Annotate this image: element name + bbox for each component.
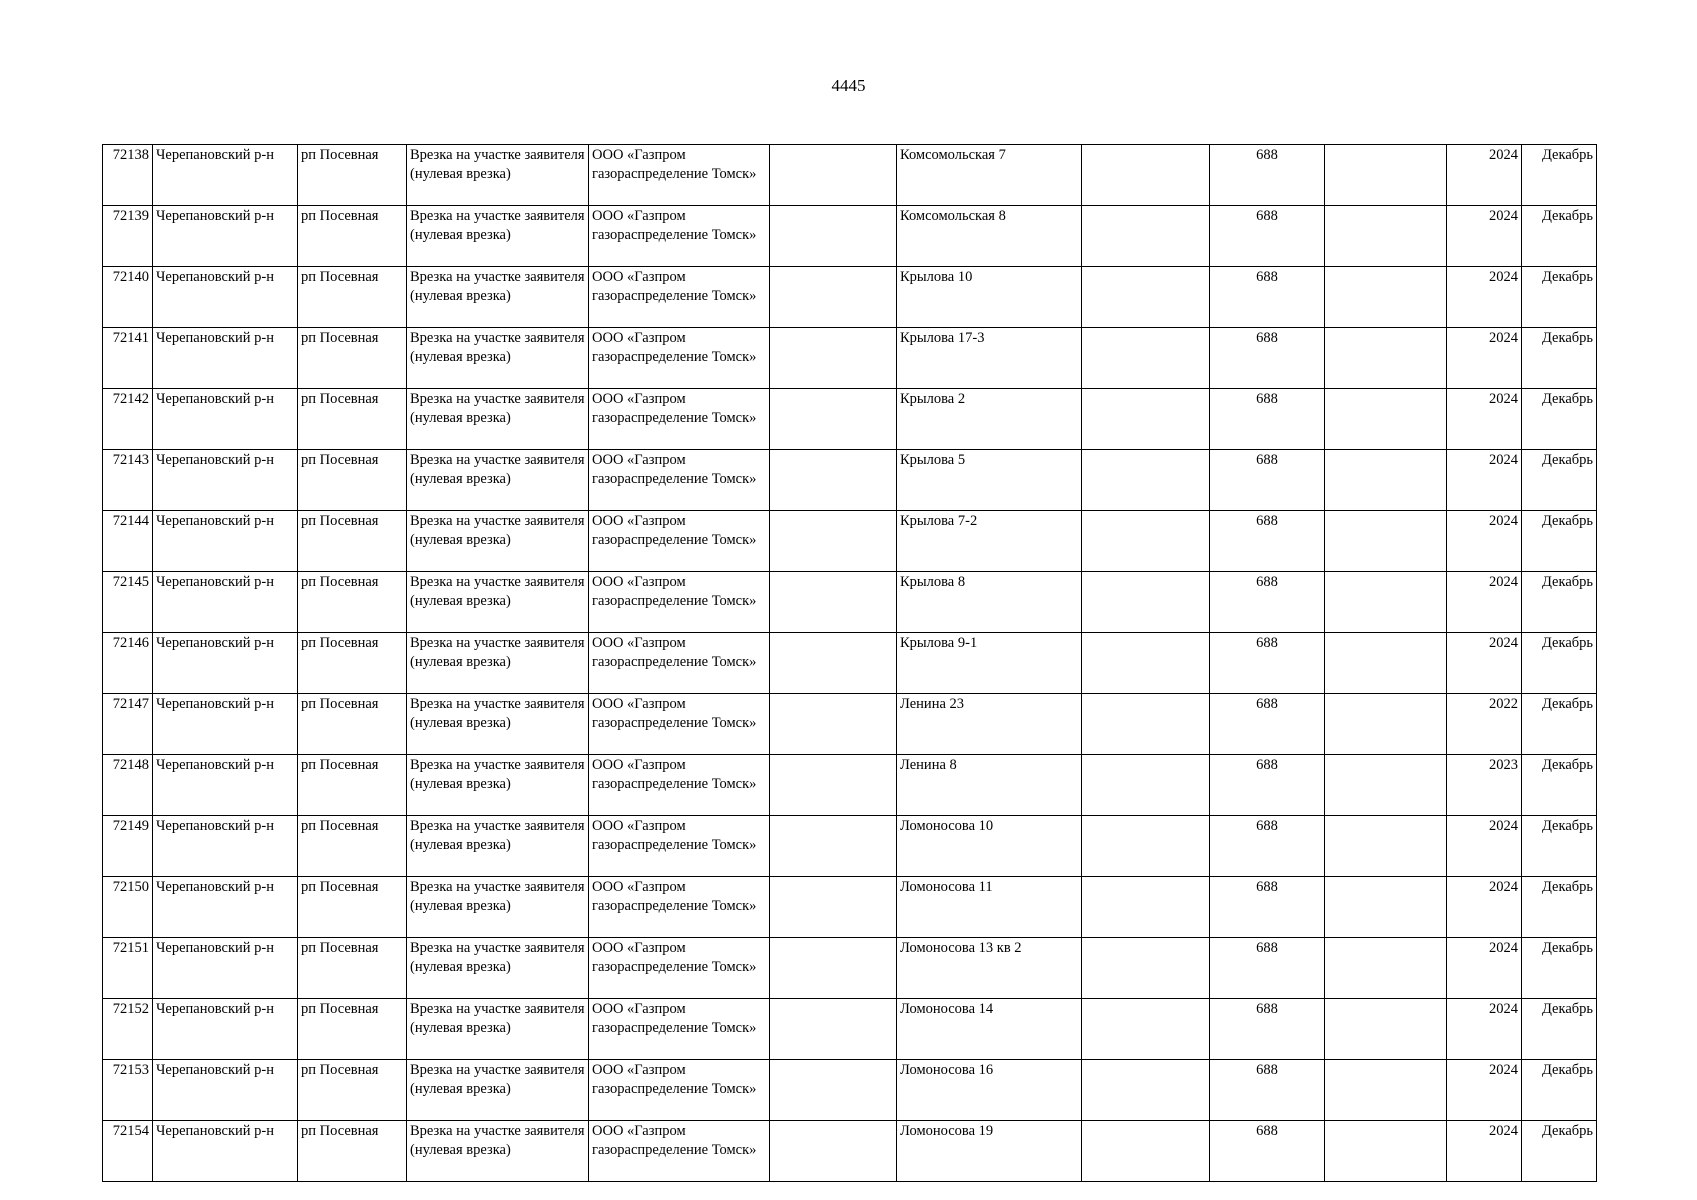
organization-cell: ООО «Газпром газораспределение Томск» <box>589 328 770 389</box>
year-cell: 2024 <box>1447 145 1522 206</box>
value-cell: 688 <box>1210 999 1325 1060</box>
row-number: 72151 <box>103 938 153 999</box>
value-cell: 688 <box>1210 1121 1325 1182</box>
value-cell: 688 <box>1210 633 1325 694</box>
work-type-cell: Врезка на участке заявителя (нулевая врезка) <box>407 1121 589 1182</box>
empty-cell <box>1082 572 1210 633</box>
work-type-cell: Врезка на участке заявителя (нулевая врезка) <box>407 511 589 572</box>
value-cell: 688 <box>1210 511 1325 572</box>
empty-cell <box>1325 389 1447 450</box>
address-cell: Ломоносова 13 кв 2 <box>897 938 1082 999</box>
address-cell: Крылова 7-2 <box>897 511 1082 572</box>
settlement-cell: рп Посевная <box>298 206 407 267</box>
settlement-cell: рп Посевная <box>298 389 407 450</box>
empty-cell <box>770 572 897 633</box>
organization-cell: ООО «Газпром газораспределение Томск» <box>589 145 770 206</box>
row-number: 72149 <box>103 816 153 877</box>
empty-cell <box>770 1121 897 1182</box>
empty-cell <box>1082 633 1210 694</box>
year-cell: 2024 <box>1447 938 1522 999</box>
empty-cell <box>1082 999 1210 1060</box>
work-type-cell: Врезка на участке заявителя (нулевая врезка) <box>407 328 589 389</box>
year-cell: 2024 <box>1447 450 1522 511</box>
year-cell: 2022 <box>1447 694 1522 755</box>
work-type-cell: Врезка на участке заявителя (нулевая врезка) <box>407 877 589 938</box>
address-cell: Комсомольская 7 <box>897 145 1082 206</box>
district-cell: Черепановский р-н <box>153 877 298 938</box>
value-cell: 688 <box>1210 816 1325 877</box>
month-cell: Декабрь <box>1522 755 1597 816</box>
row-number: 72153 <box>103 1060 153 1121</box>
row-number: 72146 <box>103 633 153 694</box>
address-cell: Крылова 5 <box>897 450 1082 511</box>
row-number: 72144 <box>103 511 153 572</box>
district-cell: Черепановский р-н <box>153 145 298 206</box>
address-cell: Крылова 2 <box>897 389 1082 450</box>
empty-cell <box>1082 206 1210 267</box>
table-row <box>103 816 1597 877</box>
value-cell: 688 <box>1210 755 1325 816</box>
year-cell: 2024 <box>1447 206 1522 267</box>
month-cell: Декабрь <box>1522 145 1597 206</box>
row-number: 72143 <box>103 450 153 511</box>
address-cell: Ломоносова 10 <box>897 816 1082 877</box>
month-cell: Декабрь <box>1522 389 1597 450</box>
empty-cell <box>770 877 897 938</box>
empty-cell <box>1325 206 1447 267</box>
settlement-cell: рп Посевная <box>298 755 407 816</box>
year-cell: 2024 <box>1447 328 1522 389</box>
settlement-cell: рп Посевная <box>298 694 407 755</box>
row-number: 72139 <box>103 206 153 267</box>
row-number: 72138 <box>103 145 153 206</box>
table-row <box>103 389 1597 450</box>
month-cell: Декабрь <box>1522 511 1597 572</box>
work-type-cell: Врезка на участке заявителя (нулевая врезка) <box>407 999 589 1060</box>
table-row <box>103 999 1597 1060</box>
year-cell: 2024 <box>1447 267 1522 328</box>
row-number: 72150 <box>103 877 153 938</box>
year-cell: 2024 <box>1447 877 1522 938</box>
district-cell: Черепановский р-н <box>153 999 298 1060</box>
organization-cell: ООО «Газпром газораспределение Томск» <box>589 450 770 511</box>
empty-cell <box>1325 877 1447 938</box>
year-cell: 2024 <box>1447 1060 1522 1121</box>
table-row <box>103 206 1597 267</box>
district-cell: Черепановский р-н <box>153 511 298 572</box>
district-cell: Черепановский р-н <box>153 694 298 755</box>
table-row <box>103 328 1597 389</box>
month-cell: Декабрь <box>1522 816 1597 877</box>
settlement-cell: рп Посевная <box>298 1121 407 1182</box>
organization-cell: ООО «Газпром газораспределение Томск» <box>589 267 770 328</box>
year-cell: 2024 <box>1447 511 1522 572</box>
row-number: 72152 <box>103 999 153 1060</box>
year-cell: 2024 <box>1447 1121 1522 1182</box>
year-cell: 2024 <box>1447 633 1522 694</box>
table-row <box>103 755 1597 816</box>
empty-cell <box>1325 816 1447 877</box>
value-cell: 688 <box>1210 206 1325 267</box>
organization-cell: ООО «Газпром газораспределение Томск» <box>589 1121 770 1182</box>
organization-cell: ООО «Газпром газораспределение Томск» <box>589 755 770 816</box>
work-type-cell: Врезка на участке заявителя (нулевая врезка) <box>407 145 589 206</box>
district-cell: Черепановский р-н <box>153 755 298 816</box>
empty-cell <box>1082 145 1210 206</box>
month-cell: Декабрь <box>1522 206 1597 267</box>
empty-cell <box>1082 694 1210 755</box>
address-cell: Ломоносова 14 <box>897 999 1082 1060</box>
month-cell: Декабрь <box>1522 633 1597 694</box>
work-type-cell: Врезка на участке заявителя (нулевая врезка) <box>407 267 589 328</box>
district-cell: Черепановский р-н <box>153 328 298 389</box>
address-cell: Крылова 10 <box>897 267 1082 328</box>
value-cell: 688 <box>1210 267 1325 328</box>
empty-cell <box>1325 328 1447 389</box>
empty-cell <box>770 633 897 694</box>
empty-cell <box>1082 328 1210 389</box>
table-row <box>103 633 1597 694</box>
settlement-cell: рп Посевная <box>298 816 407 877</box>
row-number: 72140 <box>103 267 153 328</box>
year-cell: 2024 <box>1447 572 1522 633</box>
empty-cell <box>1082 511 1210 572</box>
table-row <box>103 511 1597 572</box>
address-cell: Ломоносова 19 <box>897 1121 1082 1182</box>
month-cell: Декабрь <box>1522 572 1597 633</box>
year-cell: 2024 <box>1447 389 1522 450</box>
organization-cell: ООО «Газпром газораспределение Томск» <box>589 511 770 572</box>
district-cell: Черепановский р-н <box>153 1060 298 1121</box>
district-cell: Черепановский р-н <box>153 816 298 877</box>
table-row <box>103 877 1597 938</box>
organization-cell: ООО «Газпром газораспределение Томск» <box>589 633 770 694</box>
organization-cell: ООО «Газпром газораспределение Томск» <box>589 1060 770 1121</box>
empty-cell <box>1082 389 1210 450</box>
organization-cell: ООО «Газпром газораспределение Томск» <box>589 206 770 267</box>
month-cell: Декабрь <box>1522 328 1597 389</box>
empty-cell <box>1082 450 1210 511</box>
settlement-cell: рп Посевная <box>298 267 407 328</box>
year-cell: 2024 <box>1447 816 1522 877</box>
table-row <box>103 694 1597 755</box>
value-cell: 688 <box>1210 1060 1325 1121</box>
year-cell: 2023 <box>1447 755 1522 816</box>
work-type-cell: Врезка на участке заявителя (нулевая врезка) <box>407 1060 589 1121</box>
empty-cell <box>1325 511 1447 572</box>
value-cell: 688 <box>1210 877 1325 938</box>
empty-cell <box>770 206 897 267</box>
empty-cell <box>770 145 897 206</box>
empty-cell <box>1082 267 1210 328</box>
empty-cell <box>770 511 897 572</box>
empty-cell <box>770 999 897 1060</box>
work-type-cell: Врезка на участке заявителя (нулевая врезка) <box>407 206 589 267</box>
work-type-cell: Врезка на участке заявителя (нулевая врезка) <box>407 816 589 877</box>
empty-cell <box>1325 755 1447 816</box>
empty-cell <box>770 816 897 877</box>
district-cell: Черепановский р-н <box>153 206 298 267</box>
empty-cell <box>1325 1121 1447 1182</box>
table-row <box>103 1121 1597 1182</box>
empty-cell <box>770 389 897 450</box>
empty-cell <box>770 328 897 389</box>
settlement-cell: рп Посевная <box>298 633 407 694</box>
organization-cell: ООО «Газпром газораспределение Томск» <box>589 938 770 999</box>
settlement-cell: рп Посевная <box>298 328 407 389</box>
empty-cell <box>1082 1121 1210 1182</box>
month-cell: Декабрь <box>1522 694 1597 755</box>
work-type-cell: Врезка на участке заявителя (нулевая врезка) <box>407 694 589 755</box>
settlement-cell: рп Посевная <box>298 877 407 938</box>
row-number: 72147 <box>103 694 153 755</box>
address-cell: Крылова 17-3 <box>897 328 1082 389</box>
address-cell: Крылова 8 <box>897 572 1082 633</box>
empty-cell <box>770 267 897 328</box>
district-cell: Черепановский р-н <box>153 450 298 511</box>
organization-cell: ООО «Газпром газораспределение Томск» <box>589 816 770 877</box>
empty-cell <box>1082 755 1210 816</box>
address-cell: Крылова 9-1 <box>897 633 1082 694</box>
empty-cell <box>1325 450 1447 511</box>
row-number: 72141 <box>103 328 153 389</box>
row-number: 72145 <box>103 572 153 633</box>
value-cell: 688 <box>1210 328 1325 389</box>
month-cell: Декабрь <box>1522 1060 1597 1121</box>
value-cell: 688 <box>1210 938 1325 999</box>
empty-cell <box>1325 633 1447 694</box>
value-cell: 688 <box>1210 572 1325 633</box>
empty-cell <box>770 938 897 999</box>
district-cell: Черепановский р-н <box>153 572 298 633</box>
settlement-cell: рп Посевная <box>298 511 407 572</box>
settlement-cell: рп Посевная <box>298 145 407 206</box>
table-row <box>103 938 1597 999</box>
table-row <box>103 145 1597 206</box>
empty-cell <box>770 694 897 755</box>
settlement-cell: рп Посевная <box>298 938 407 999</box>
value-cell: 688 <box>1210 694 1325 755</box>
table-row <box>103 267 1597 328</box>
empty-cell <box>1082 938 1210 999</box>
empty-cell <box>1082 1060 1210 1121</box>
settlement-cell: рп Посевная <box>298 450 407 511</box>
address-cell: Ленина 23 <box>897 694 1082 755</box>
organization-cell: ООО «Газпром газораспределение Томск» <box>589 877 770 938</box>
row-number: 72148 <box>103 755 153 816</box>
empty-cell <box>1082 877 1210 938</box>
work-type-cell: Врезка на участке заявителя (нулевая врезка) <box>407 755 589 816</box>
year-cell: 2024 <box>1447 999 1522 1060</box>
work-type-cell: Врезка на участке заявителя (нулевая врезка) <box>407 389 589 450</box>
empty-cell <box>1325 999 1447 1060</box>
work-type-cell: Врезка на участке заявителя (нулевая врезка) <box>407 450 589 511</box>
empty-cell <box>1082 816 1210 877</box>
table-row <box>103 450 1597 511</box>
month-cell: Декабрь <box>1522 938 1597 999</box>
organization-cell: ООО «Газпром газораспределение Томск» <box>589 572 770 633</box>
month-cell: Декабрь <box>1522 1121 1597 1182</box>
empty-cell <box>1325 267 1447 328</box>
value-cell: 688 <box>1210 450 1325 511</box>
district-cell: Черепановский р-н <box>153 938 298 999</box>
address-cell: Ломоносова 11 <box>897 877 1082 938</box>
settlement-cell: рп Посевная <box>298 999 407 1060</box>
empty-cell <box>770 450 897 511</box>
empty-cell <box>1325 694 1447 755</box>
table-row <box>103 1060 1597 1121</box>
registry-table <box>102 144 1597 1182</box>
address-cell: Ломоносова 16 <box>897 1060 1082 1121</box>
empty-cell <box>770 1060 897 1121</box>
month-cell: Декабрь <box>1522 999 1597 1060</box>
settlement-cell: рп Посевная <box>298 1060 407 1121</box>
district-cell: Черепановский р-н <box>153 389 298 450</box>
row-number: 72142 <box>103 389 153 450</box>
empty-cell <box>770 755 897 816</box>
value-cell: 688 <box>1210 145 1325 206</box>
empty-cell <box>1325 938 1447 999</box>
district-cell: Черепановский р-н <box>153 267 298 328</box>
empty-cell <box>1325 145 1447 206</box>
page-number: 4445 <box>831 76 866 95</box>
organization-cell: ООО «Газпром газораспределение Томск» <box>589 999 770 1060</box>
organization-cell: ООО «Газпром газораспределение Томск» <box>589 694 770 755</box>
work-type-cell: Врезка на участке заявителя (нулевая врезка) <box>407 938 589 999</box>
registry-body <box>103 145 1597 1182</box>
empty-cell <box>1325 572 1447 633</box>
work-type-cell: Врезка на участке заявителя (нулевая врезка) <box>407 633 589 694</box>
organization-cell: ООО «Газпром газораспределение Томск» <box>589 389 770 450</box>
table-row <box>103 572 1597 633</box>
address-cell: Ленина 8 <box>897 755 1082 816</box>
district-cell: Черепановский р-н <box>153 1121 298 1182</box>
value-cell: 688 <box>1210 389 1325 450</box>
settlement-cell: рп Посевная <box>298 572 407 633</box>
month-cell: Декабрь <box>1522 877 1597 938</box>
work-type-cell: Врезка на участке заявителя (нулевая врезка) <box>407 572 589 633</box>
district-cell: Черепановский р-н <box>153 633 298 694</box>
month-cell: Декабрь <box>1522 450 1597 511</box>
empty-cell <box>1325 1060 1447 1121</box>
address-cell: Комсомольская 8 <box>897 206 1082 267</box>
row-number: 72154 <box>103 1121 153 1182</box>
month-cell: Декабрь <box>1522 267 1597 328</box>
